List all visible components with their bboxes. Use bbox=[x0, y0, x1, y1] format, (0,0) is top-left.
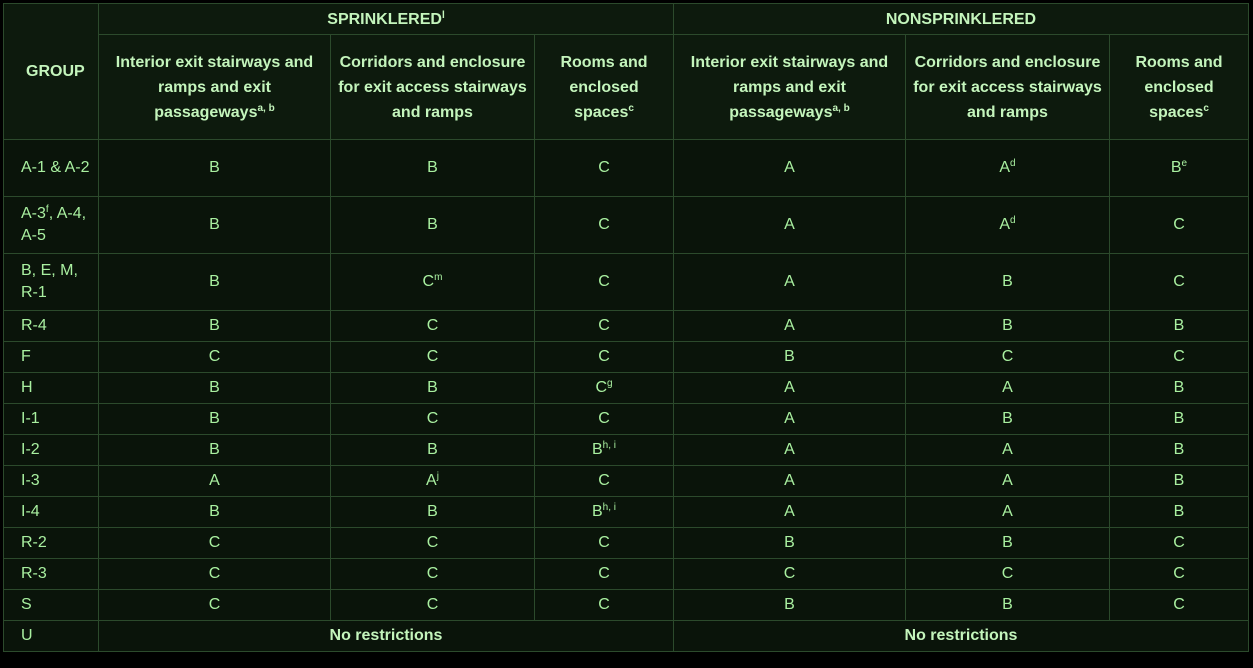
sprinklered-corridors-cell: B bbox=[331, 435, 535, 466]
sprinklered-corridors-cell: B bbox=[331, 140, 535, 197]
sprinklered-rooms-cell: C bbox=[535, 342, 674, 373]
nonsprinklered-corridors-cell: $A^d$ bbox=[906, 140, 1110, 197]
nonsprinklered-no-restrictions-cell: No restrictions bbox=[674, 621, 1249, 652]
nonsprinklered-corridors-cell: A bbox=[906, 435, 1110, 466]
sprinklered-stairways-cell: B bbox=[99, 311, 331, 342]
footnote-ref: g bbox=[607, 378, 613, 389]
group-cell: A-3$^f$, A-4, A-5 bbox=[4, 197, 99, 254]
sprinklered-stairways-cell: C bbox=[99, 590, 331, 621]
nonsprinklered-stairways-cell: A bbox=[674, 404, 906, 435]
sprinklered-corridors-cell: $A^j$ bbox=[331, 466, 535, 497]
sprinklered-stairways-cell: B bbox=[99, 140, 331, 197]
nonsprinklered-stairways-cell: C bbox=[674, 559, 906, 590]
table-row bbox=[4, 140, 1249, 197]
nonsprinklered-header: NONSPRINKLERED bbox=[674, 4, 1249, 35]
nonsprinklered-corridors-cell: C bbox=[906, 559, 1110, 590]
footnote-ref: c bbox=[628, 102, 634, 114]
nonsprinklered-rooms-cell: B bbox=[1110, 311, 1249, 342]
sprinklered-rooms-cell: C bbox=[535, 466, 674, 497]
nonsprinklered-stairways-cell: A bbox=[674, 140, 906, 197]
table-row bbox=[4, 621, 1249, 652]
nonsprinklered-stairways-cell: A bbox=[674, 373, 906, 404]
nonsprinklered-rooms-cell: C bbox=[1110, 197, 1249, 254]
nonsprinklered-rooms-cell: B bbox=[1110, 435, 1249, 466]
group-cell: F bbox=[4, 342, 99, 373]
sprinklered-corridors-cell: C bbox=[331, 590, 535, 621]
sprinklered-rooms-cell: C bbox=[535, 528, 674, 559]
group-cell: S bbox=[4, 590, 99, 621]
sprinklered-stairways-cell: B bbox=[99, 254, 331, 311]
sprinklered-stairways-cell: C bbox=[99, 342, 331, 373]
footnote-ref: a, b bbox=[257, 102, 275, 114]
table-row bbox=[4, 435, 1249, 466]
nonsprinklered-rooms-cell: B bbox=[1110, 404, 1249, 435]
sprinklered-stairways-cell: B bbox=[99, 404, 331, 435]
sprinklered-stairways-header: Interior exit stairways and ramps and exit passageways$^{a, b}$ bbox=[99, 35, 331, 140]
group-cell: U bbox=[4, 621, 99, 652]
table-row bbox=[4, 466, 1249, 497]
sprinklered-no-restrictions-cell: No restrictions bbox=[99, 621, 674, 652]
sprinklered-stairways-cell: C bbox=[99, 528, 331, 559]
sprinklered-rooms-cell: $C^g$ bbox=[535, 373, 674, 404]
nonsprinklered-stairways-cell: A bbox=[674, 435, 906, 466]
table-row bbox=[4, 528, 1249, 559]
nonsprinklered-corridors-cell: B bbox=[906, 404, 1110, 435]
nonsprinklered-stairways-cell: B bbox=[674, 528, 906, 559]
nonsprinklered-rooms-cell: B bbox=[1110, 373, 1249, 404]
sprinklered-corridors-cell: C bbox=[331, 311, 535, 342]
nonsprinklered-stairways-cell: A bbox=[674, 197, 906, 254]
group-cell: R-4 bbox=[4, 311, 99, 342]
nonsprinklered-corridors-cell: A bbox=[906, 466, 1110, 497]
nonsprinklered-rooms-cell: B bbox=[1110, 497, 1249, 528]
footnote-ref: j bbox=[436, 471, 439, 482]
nonsprinklered-stairways-cell: A bbox=[674, 311, 906, 342]
nonsprinklered-stairways-cell: A bbox=[674, 466, 906, 497]
sprinklered-rooms-cell: C bbox=[535, 197, 674, 254]
sprinklered-corridors-cell: C bbox=[331, 342, 535, 373]
table-row bbox=[4, 404, 1249, 435]
nonsprinklered-rooms-cell: C bbox=[1110, 590, 1249, 621]
nonsprinklered-stairways-cell: A bbox=[674, 254, 906, 311]
nonsprinklered-rooms-header: Rooms and enclosed spaces$^c$ bbox=[1110, 35, 1249, 140]
sprinklered-stairways-cell: B bbox=[99, 373, 331, 404]
nonsprinklered-corridors-cell: B bbox=[906, 528, 1110, 559]
sprinklered-rooms-cell: C bbox=[535, 254, 674, 311]
sprinklered-header: SPRINKLERED$^l$ bbox=[99, 4, 674, 35]
nonsprinklered-rooms-cell: C bbox=[1110, 342, 1249, 373]
table-row bbox=[4, 197, 1249, 254]
footnote-ref: h, i bbox=[602, 440, 616, 451]
nonsprinklered-rooms-cell: $B^e$ bbox=[1110, 140, 1249, 197]
group-cell: R-3 bbox=[4, 559, 99, 590]
footnote-ref: c bbox=[1203, 102, 1209, 114]
footnote-ref: e bbox=[1181, 158, 1188, 169]
group-cell: R-2 bbox=[4, 528, 99, 559]
sprinklered-rooms-cell: C bbox=[535, 311, 674, 342]
sprinklered-rooms-header: Rooms and enclosed spaces$^c$ bbox=[535, 35, 674, 140]
sprinklered-corridors-cell: $C^m$ bbox=[331, 254, 535, 311]
sprinklered-rooms-cell: B$^{h, i}$ bbox=[535, 497, 674, 528]
sprinklered-rooms-cell: C bbox=[535, 559, 674, 590]
table-row bbox=[4, 590, 1249, 621]
nonsprinklered-rooms-cell: C bbox=[1110, 559, 1249, 590]
nonsprinklered-rooms-cell: B bbox=[1110, 466, 1249, 497]
nonsprinklered-corridors-cell: B bbox=[906, 590, 1110, 621]
nonsprinklered-corridors-cell: A bbox=[906, 497, 1110, 528]
group-column-header: GROUP bbox=[4, 4, 99, 140]
group-cell: I-2 bbox=[4, 435, 99, 466]
sprinklered-rooms-cell: C bbox=[535, 590, 674, 621]
sprinklered-corridors-cell: B bbox=[331, 197, 535, 254]
nonsprinklered-corridors-cell: B bbox=[906, 254, 1110, 311]
group-cell: I-1 bbox=[4, 404, 99, 435]
group-cell: I-3 bbox=[4, 466, 99, 497]
footnote-ref: a, b bbox=[832, 102, 850, 114]
table-row bbox=[4, 254, 1249, 311]
sprinklered-corridors-cell: B bbox=[331, 373, 535, 404]
sprinklered-rooms-cell: B$^{h, i}$ bbox=[535, 435, 674, 466]
nonsprinklered-corridors-header: Corridors and enclosure for exit access stairways and ramps bbox=[906, 35, 1110, 140]
nonsprinklered-corridors-cell: C bbox=[906, 342, 1110, 373]
table-row bbox=[4, 559, 1249, 590]
nonsprinklered-rooms-cell: C bbox=[1110, 254, 1249, 311]
sprinklered-corridors-cell: C bbox=[331, 528, 535, 559]
footnote-ref: h, i bbox=[602, 502, 616, 513]
footnote-ref: l bbox=[441, 9, 445, 21]
group-cell: I-4 bbox=[4, 497, 99, 528]
nonsprinklered-stairways-cell: B bbox=[674, 342, 906, 373]
sprinklered-rooms-cell: C bbox=[535, 404, 674, 435]
group-cell: H bbox=[4, 373, 99, 404]
sprinklered-corridors-cell: C bbox=[331, 404, 535, 435]
group-cell: A-1 & A-2 bbox=[4, 140, 99, 197]
sprinklered-stairways-cell: A bbox=[99, 466, 331, 497]
sprinklered-stairways-cell: C bbox=[99, 559, 331, 590]
sprinklered-rooms-cell: C bbox=[535, 140, 674, 197]
nonsprinklered-rooms-cell: C bbox=[1110, 528, 1249, 559]
footnote-ref: d bbox=[1010, 158, 1016, 169]
nonsprinklered-stairways-cell: A bbox=[674, 497, 906, 528]
nonsprinklered-stairways-header: Interior exit stairways and ramps and exit passageways$^{a, b}$ bbox=[674, 35, 906, 140]
nonsprinklered-corridors-cell: A bbox=[906, 373, 1110, 404]
sprinklered-stairways-cell: B bbox=[99, 497, 331, 528]
table-row bbox=[4, 311, 1249, 342]
footnote-ref: m bbox=[434, 272, 443, 283]
sprinklered-corridors-cell: B bbox=[331, 497, 535, 528]
nonsprinklered-corridors-cell: B bbox=[906, 311, 1110, 342]
sprinklered-stairways-cell: B bbox=[99, 435, 331, 466]
sprinklered-corridors-header: Corridors and enclosure for exit access stairways and ramps bbox=[331, 35, 535, 140]
table-row bbox=[4, 373, 1249, 404]
table-row bbox=[4, 497, 1249, 528]
footnote-ref: d bbox=[1010, 215, 1016, 226]
sprinklered-stairways-cell: B bbox=[99, 197, 331, 254]
nonsprinklered-stairways-cell: B bbox=[674, 590, 906, 621]
nonsprinklered-corridors-cell: $A^d$ bbox=[906, 197, 1110, 254]
table-row bbox=[4, 342, 1249, 373]
sprinklered-corridors-cell: C bbox=[331, 559, 535, 590]
group-cell: B, E, M, R-1 bbox=[4, 254, 99, 311]
footnote-ref: f bbox=[45, 204, 49, 215]
interior-finish-requirements-table bbox=[3, 3, 1249, 652]
table-container bbox=[3, 3, 1249, 652]
